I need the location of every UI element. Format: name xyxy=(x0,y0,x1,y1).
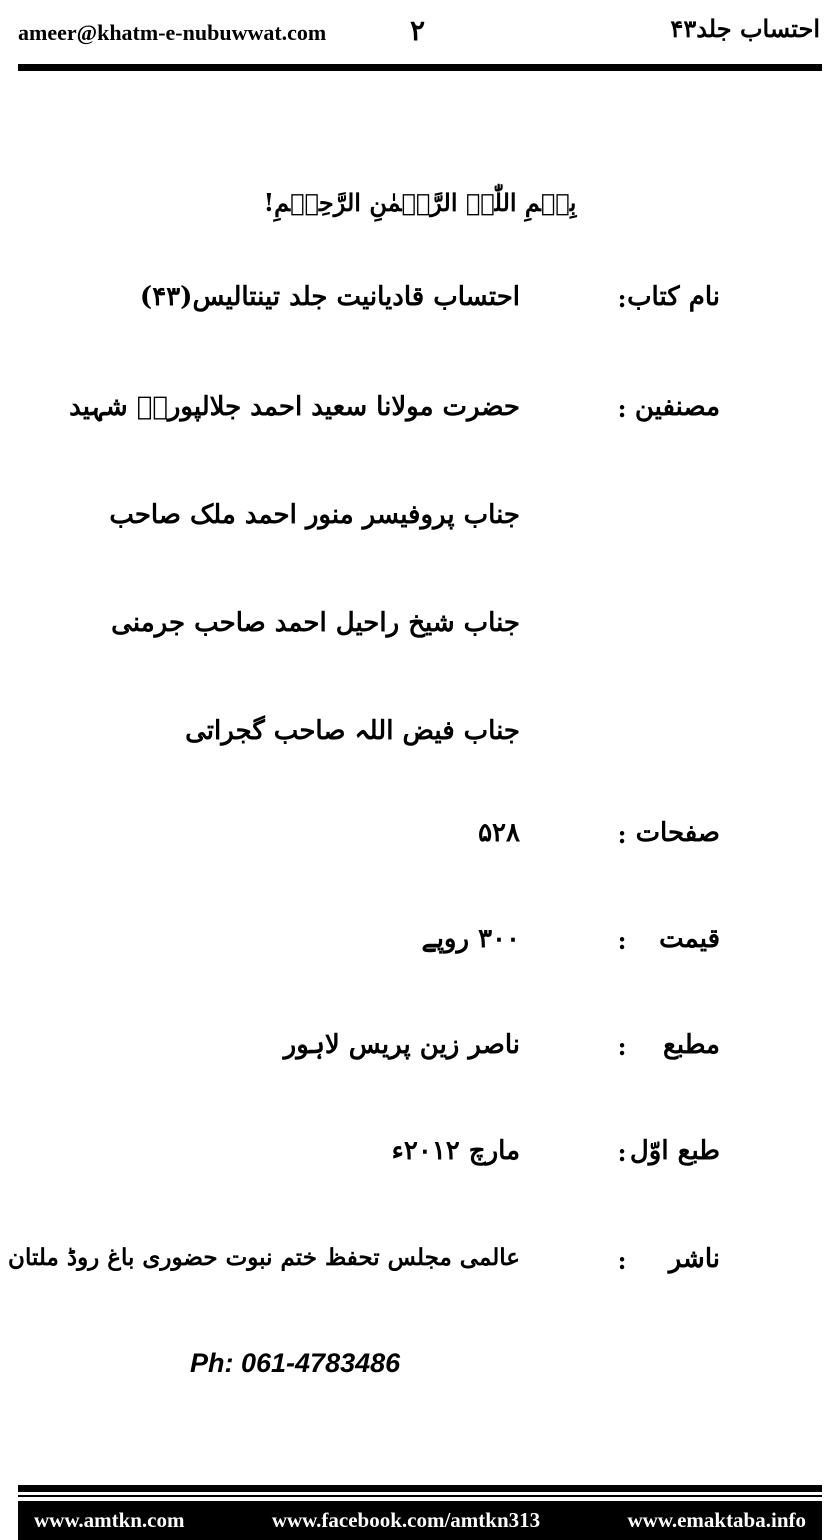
first-edition-value: مارچ ۲۰۱۲ء xyxy=(391,1136,520,1166)
colon: : xyxy=(617,1138,627,1167)
footer-divider xyxy=(18,1485,822,1492)
pages-value: ۵۲۸ xyxy=(478,818,520,848)
colon: : xyxy=(617,820,627,849)
price-value: ۳۰۰ روپے xyxy=(421,924,520,954)
colon: : xyxy=(617,926,627,955)
header-divider xyxy=(18,64,822,71)
authors-label: مصنفین xyxy=(634,392,720,422)
colon: : xyxy=(617,1246,627,1275)
press-value: ناصر زین پریس لاہور xyxy=(283,1030,520,1060)
footer-link-facebook[interactable]: www.facebook.com/amtkn313 xyxy=(271,1508,541,1532)
first-edition-label: طبع اوّل xyxy=(629,1136,720,1166)
publisher-value: عالمی مجلس تحفظ ختم نبوت حضوری باغ روڈ ملتان xyxy=(8,1244,520,1271)
author-3: جناب شیخ راحیل احمد صاحب جرمنی xyxy=(111,608,520,638)
book-name-label: نام کتاب xyxy=(627,282,720,312)
footer-link-amtkn[interactable]: www.amtkn.com xyxy=(34,1508,185,1532)
bismillah-heading: بِسۡمِ اللّٰہِ الرَّحۡمٰنِ الرَّحِیۡمِ! xyxy=(263,188,577,217)
price-label: قیمت xyxy=(659,924,720,954)
book-name-value: احتساب قادیانیت جلد تینتالیس(۴۳) xyxy=(139,282,520,312)
pages-label: صفحات xyxy=(635,818,720,848)
footer-links-bar xyxy=(18,1501,822,1540)
author-4: جناب فیض اللہ صاحب گجراتی xyxy=(185,716,520,746)
page-number: ۲ xyxy=(410,14,426,47)
footer-divider-thin xyxy=(18,1495,822,1497)
press-label: مطبع xyxy=(663,1030,720,1060)
author-2: جناب پروفیسر منور احمد ملک صاحب xyxy=(109,500,520,530)
header-email: ameer@khatm-e-nubuwwat.com xyxy=(18,20,327,45)
colon: : xyxy=(617,284,627,313)
colon: : xyxy=(617,394,627,423)
footer-link-emaktaba[interactable]: www.emaktaba.info xyxy=(627,1508,806,1532)
colon: : xyxy=(617,1032,627,1061)
publisher-label: ناشر xyxy=(668,1244,720,1274)
author-1: حضرت مولانا سعید احمد جلالپوریؒ شہید xyxy=(69,392,520,422)
header-book-title: احتساب جلد۴۳ xyxy=(670,14,820,43)
phone-number: Ph: 061-4783486 xyxy=(190,1348,401,1378)
